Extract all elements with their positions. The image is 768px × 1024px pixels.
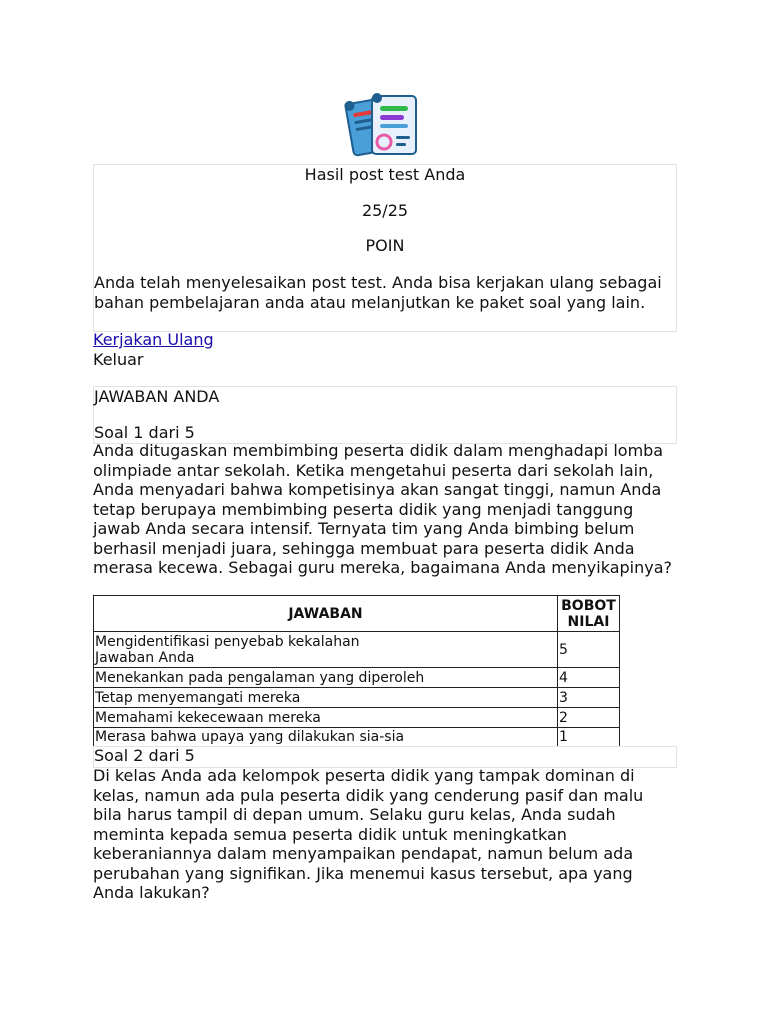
- score-cell: 5: [558, 632, 620, 668]
- question-1-counter: Soal 1 dari 5: [94, 423, 195, 442]
- answer-cell: Menekankan pada pengalaman yang diperoleh: [94, 668, 558, 688]
- score-cell: 3: [558, 688, 620, 708]
- question-2-text: Di kelas Anda ada kelompok peserta didik yang tampak dominan di kelas, namun ada pula peserta didik yang cenderung pasif dan malu bila harus tampil di depan umum. Selaku guru kelas, Anda sudah meminta kepada semua peserta didik untuk meningkatkan keberaniannya dalam menyampaikan pendapat, namun belum ada perubahan yang signifikan. Jika menemui kasus tersebut, apa yang Anda lakukan?: [93, 766, 644, 902]
- result-title: Hasil post test Anda: [304, 165, 466, 184]
- question-2-header: [93, 746, 677, 768]
- answer-cell: Tetap menyemangati mereka: [94, 688, 558, 708]
- table-row: [94, 632, 620, 668]
- document-report-icon: [344, 90, 424, 164]
- question-2-counter: Soal 2 dari 5: [94, 746, 195, 765]
- answer-cell: [94, 632, 558, 668]
- answer-table: [93, 595, 620, 747]
- your-answer-label: Jawaban Anda: [95, 649, 195, 666]
- result-box: [93, 164, 677, 332]
- table-row: [94, 708, 620, 728]
- result-score: 25/25: [361, 201, 409, 220]
- score-column-header: BOBOT NILAI: [558, 596, 620, 632]
- score-cell: 4: [558, 668, 620, 688]
- answers-section: [93, 386, 677, 444]
- answer-text: Mengidentifikasi penyebab kekalahan: [95, 633, 360, 650]
- question-1-text: Anda ditugaskan membimbing peserta didik dalam menghadapi lomba olimpiade antar sekolah. Ketika mengetahui peserta dari sekolah lain, Anda menyadari bahwa kompetisinya akan sangat tinggi, namun Anda tetap berupaya membimbing peserta didik yang menjadi tanggung jawab Anda secara intensif. Ternyata tim yang Anda bimbing belum berhasil menjadi juara, sehingga membuat para peserta didik Anda merasa kecewa. Sebagai guru mereka, bagaimana Anda menyikapinya?: [93, 441, 672, 577]
- answer-column-header: JAWABAN: [94, 596, 558, 632]
- exit-button[interactable]: Keluar: [93, 350, 144, 369]
- result-message: Anda telah menyelesaikan post test. Anda bisa kerjakan ulang sebagai bahan pembelajaran anda atau melanjutkan ke paket soal yang lain.: [94, 273, 662, 312]
- answer-cell: Memahami kekecewaan mereka: [94, 708, 558, 728]
- answers-heading: JAWABAN ANDA: [94, 387, 220, 406]
- table-row: [94, 688, 620, 708]
- table-row: [94, 668, 620, 688]
- answer-cell: Merasa bahwa upaya yang dilakukan sia-sia: [94, 728, 558, 747]
- table-row: [94, 728, 620, 747]
- result-points-label: POIN: [365, 236, 405, 255]
- score-cell: 2: [558, 708, 620, 728]
- retry-link[interactable]: Kerjakan Ulang: [93, 330, 214, 349]
- score-cell: 1: [558, 728, 620, 747]
